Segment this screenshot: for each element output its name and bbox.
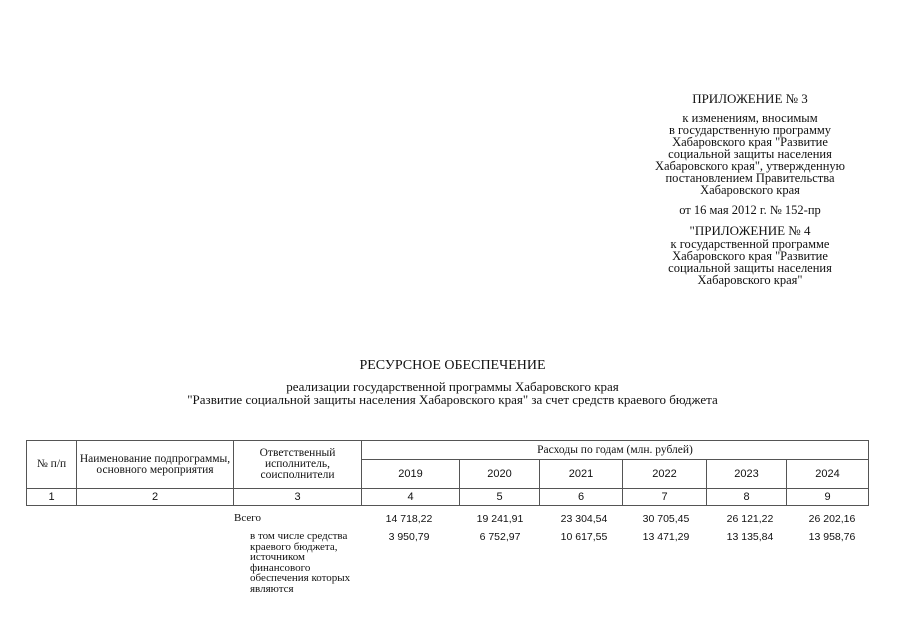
header-executor: Ответственный исполнитель, соисполнители <box>234 441 362 489</box>
column-number: 4 <box>362 489 460 506</box>
value-cell: 10 617,55 <box>560 531 608 543</box>
appendix-line: Хабаровского края <box>700 183 800 197</box>
column-number: 6 <box>540 489 623 506</box>
column-number: 2 <box>77 489 234 506</box>
appendix-sub-line: Хабаровского края "Развитие <box>672 249 828 263</box>
header-year: 2019 <box>362 460 460 489</box>
appendix-sub-line: к государственной программе <box>670 237 830 251</box>
appendix-block <box>620 92 880 286</box>
appendix-date-line: от 16 мая 2012 г. № 152-пр <box>679 203 821 217</box>
value-cell: 26 202,16 <box>808 513 856 525</box>
column-number: 5 <box>460 489 540 506</box>
appendix-line: Хабаровского края "Развитие <box>672 135 828 149</box>
header-expenses: Расходы по годам (млн. рублей) <box>362 441 869 460</box>
header-year: 2020 <box>460 460 540 489</box>
document-subtitle <box>0 380 905 406</box>
appendix-sub-line: Хабаровского края" <box>697 273 803 287</box>
value-cell: 13 135,84 <box>726 531 774 543</box>
appendix-line: в государственную программу <box>668 123 832 137</box>
appendix-line: постановлением Правительства <box>665 171 835 185</box>
resource-table-header <box>26 440 869 506</box>
header-num: № п/п <box>27 441 77 489</box>
column-number: 7 <box>623 489 707 506</box>
value-cell: 3 950,79 <box>388 531 430 543</box>
appendix-line: к изменениям, вносимым <box>682 111 818 125</box>
appendix-heading: ПРИЛОЖЕНИЕ № 3 <box>692 91 808 106</box>
appendix-line: социальной защиты населения <box>668 147 832 161</box>
row-label-total: Всего <box>234 512 261 524</box>
subtitle-line-1: реализации государственной программы Хабаровского края <box>286 379 619 394</box>
appendix-sub-heading: "ПРИЛОЖЕНИЕ № 4 <box>689 223 811 238</box>
subtitle-line-2: "Развитие социальной защиты населения Хабаровского края" за счет средств краевого бюджета <box>187 392 718 407</box>
header-year: 2021 <box>540 460 623 489</box>
value-cell: 14 718,22 <box>385 513 433 525</box>
column-number: 9 <box>787 489 869 506</box>
row-label-regional: в том числе средства краевого бюджета, источником финансового обеспечения которых являются <box>250 530 351 595</box>
header-name: Наименование подпрограммы, основного мероприятия <box>77 441 234 489</box>
document-title: РЕСУРСНОЕ ОБЕСПЕЧЕНИЕ <box>359 358 546 373</box>
value-cell: 13 958,76 <box>808 531 856 543</box>
value-cell: 26 121,22 <box>726 513 774 525</box>
value-cell: 23 304,54 <box>560 513 608 525</box>
value-cell: 13 471,29 <box>642 531 690 543</box>
header-year: 2022 <box>623 460 707 489</box>
header-year: 2023 <box>707 460 787 489</box>
header-year: 2024 <box>787 460 869 489</box>
column-number: 8 <box>707 489 787 506</box>
appendix-sub-line: социальной защиты населения <box>668 261 832 275</box>
appendix-line: Хабаровского края", утвержденную <box>654 159 846 173</box>
column-number: 3 <box>234 489 362 506</box>
value-cell: 6 752,97 <box>479 531 521 543</box>
value-cell: 30 705,45 <box>642 513 690 525</box>
value-cell: 19 241,91 <box>476 513 524 525</box>
column-number: 1 <box>27 489 77 506</box>
